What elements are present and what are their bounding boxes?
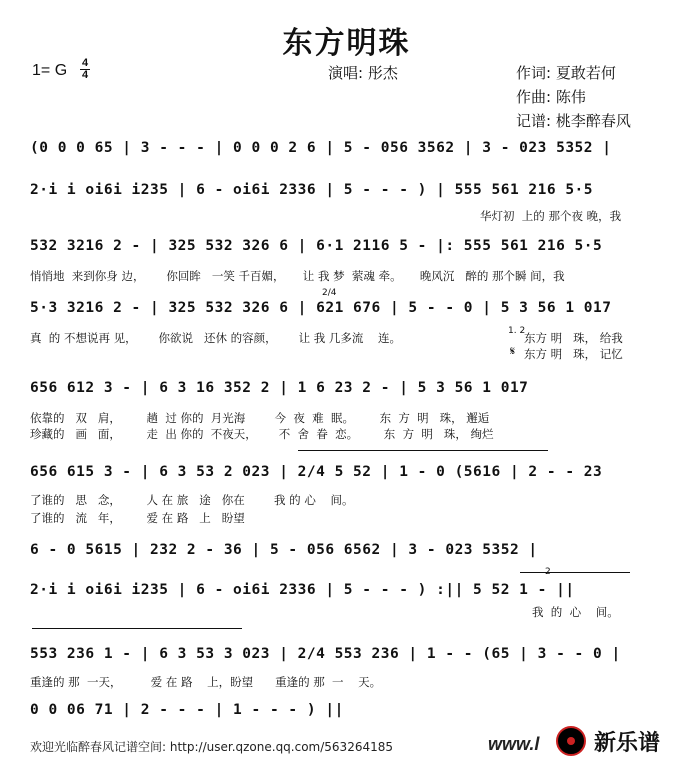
- credit-composer: 作曲: 陈伟: [516, 88, 586, 106]
- lyric-line: 了谁的 思 念， 人 在 旅 途 你在 我 的 心 间。: [30, 493, 354, 507]
- lyric-line: 珍藏的 画 面， 走 出 你的 不夜天， 不 舍 眷 恋。 东 方 明 珠， 绚烂: [30, 427, 494, 441]
- credit-transcriber: 记谱: 桃李醉春风: [516, 112, 631, 130]
- lyric-line: 依靠的 双 肩， 趟 过 你的 月光海 今 夜 难 眠。 东 方 明 珠， 邂逅: [30, 411, 490, 425]
- lyric-line: 华灯初 上的 那个夜 晚，我: [480, 209, 622, 223]
- lyric-line: 了谁的 流 年， 爱 在 路 上 盼望: [30, 511, 245, 525]
- time-change-marker: 2/4: [322, 288, 337, 298]
- logo-text: 新乐谱: [594, 730, 661, 756]
- notation-row: 532 3216 2 - | 325 532 326 6 | 6·1 2116 5 - |: 555 561 216 5·5: [30, 238, 603, 254]
- notation-row: 656 615 3 - | 6 3 53 2 023 | 2/4 5 52 | 1 - 0 (5616 | 2 - - 23: [30, 464, 603, 480]
- lyric-line: 真 的 不想说再 见， 你欲说 还休 的容颜， 让 我 几多流 连。: [30, 331, 402, 345]
- lyric-line: 东方 明 珠， 给我: [524, 331, 623, 345]
- volta-line: [298, 450, 548, 451]
- key-signature: 1= G: [32, 62, 68, 79]
- notation-row: 656 612 3 - | 6 3 16 352 2 | 1 6 23 2 - | 5 3 56 1 017: [30, 380, 529, 396]
- footer-url-watermark: www.l: [488, 734, 540, 754]
- volta-line: [32, 628, 242, 629]
- notation-row: 2·i i oi6i i235 | 6 - oi6i 2336 | 5 - - - ) :|| 5 52 1 - ||: [30, 582, 575, 598]
- notation-row: 6 - 0 5615 | 232 2 - 36 | 5 - 056 6562 | 3 - 023 5352 |: [30, 542, 538, 558]
- segno-marker: 𝄋: [510, 344, 516, 358]
- credit-lyricist: 作词: 夏敢若何: [516, 64, 616, 82]
- notation-row: 2·i i oi6i i235 | 6 - oi6i 2336 | 5 - - - ) | 555 561 216 5·5: [30, 182, 594, 198]
- footer-text: 欢迎光临醉春风记谱空间: http://user.qzone.qq.com/563264185: [30, 740, 394, 754]
- lyric-line: 东方 明 珠， 记忆: [524, 347, 623, 361]
- time-signature-top: 4: [81, 57, 89, 69]
- volta-line: [520, 572, 630, 573]
- disc-icon: [556, 726, 586, 756]
- time-signature-bottom: 4: [81, 69, 89, 81]
- site-logo: [556, 724, 686, 758]
- credit-singer: 演唱: 彤杰: [328, 64, 398, 82]
- score-title: 东方明珠: [282, 26, 411, 61]
- notation-row: 0 0 06 71 | 2 - - - | 1 - - - ) ||: [30, 702, 344, 718]
- notation-row: (0 0 0 65 | 3 - - - | 0 0 0 2 6 | 5 - 056 3562 | 3 - 023 5352 |: [30, 140, 612, 156]
- notation-row: 553 236 1 - | 6 3 53 3 023 | 2/4 553 236 | 1 - - (65 | 3 - - 0 |: [30, 646, 621, 662]
- volta-marker: 1. 2: [508, 326, 526, 336]
- lyric-line: 我 的 心 间。: [532, 605, 619, 619]
- lyric-line: 重逢的 那 一天， 爱 在 路 上，盼望 重逢的 那 一 天。: [30, 675, 382, 689]
- volta-marker-2: 2: [545, 567, 551, 577]
- notation-row: 5·3 3216 2 - | 325 532 326 6 | 621 676 | 5 - - 0 | 5 3 56 1 017: [30, 300, 612, 316]
- lyric-line: 悄悄地 来到你身 边， 你回眸 一笑 千百媚， 让 我 梦 萦魂 牵。 晚风沉 醉的 那个瞬 间，我: [30, 269, 565, 283]
- time-signature: [80, 58, 90, 81]
